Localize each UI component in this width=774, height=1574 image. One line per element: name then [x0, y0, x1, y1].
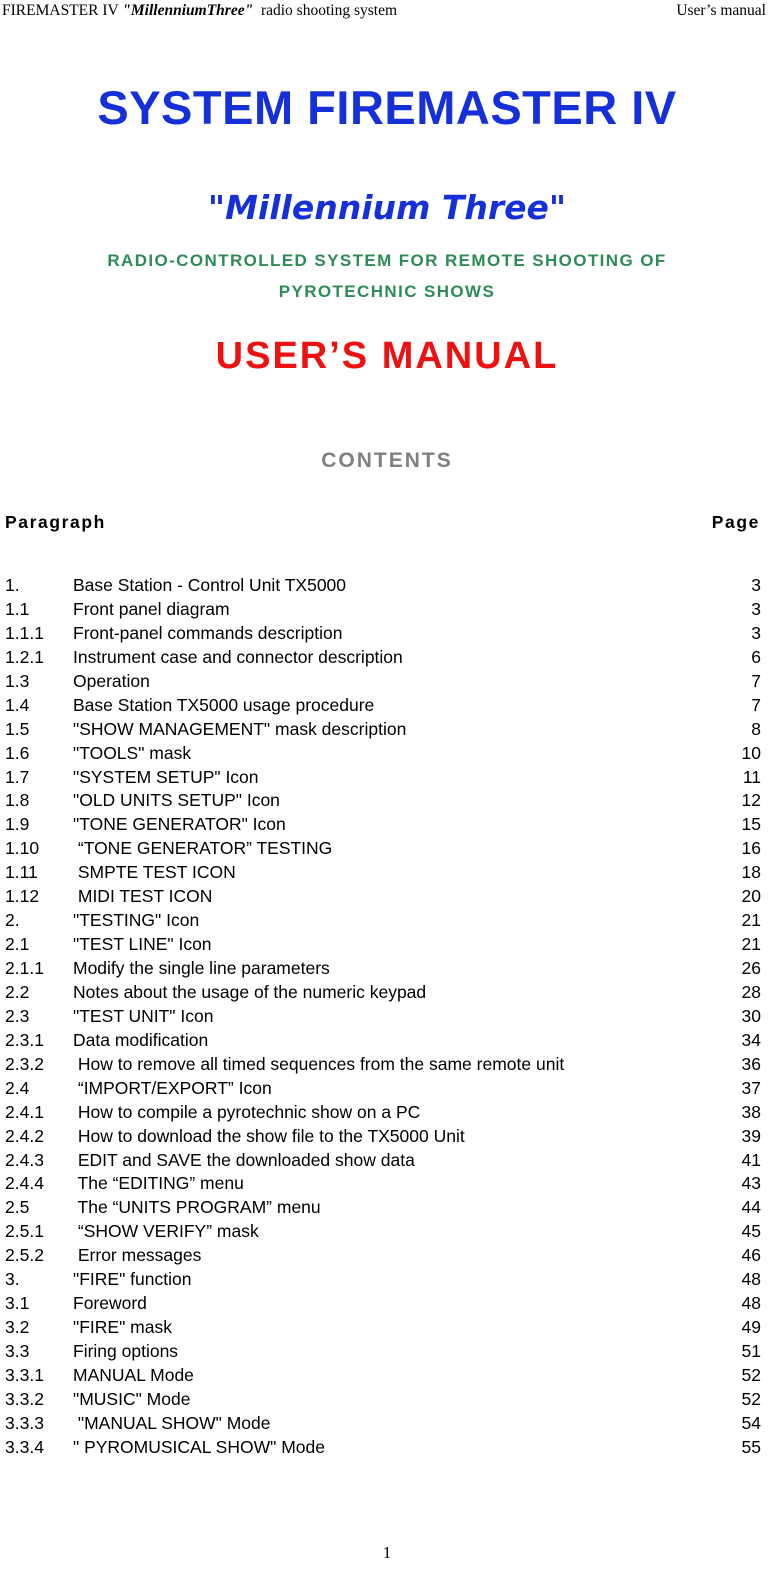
- toc-entry-page: 3: [751, 598, 761, 619]
- toc-entry-page: 41: [741, 1149, 761, 1170]
- toc-entry-number: 2.3.2: [5, 1053, 44, 1074]
- toc-entry: [5, 788, 761, 812]
- toc-entry-title: "SHOW MANAGEMENT" mask description: [73, 718, 407, 739]
- toc-entry-title: "TEST UNIT" Icon: [73, 1005, 214, 1026]
- header-description: radio shooting system: [253, 2, 398, 19]
- toc-entry-page: 38: [741, 1101, 761, 1122]
- toc-entry-title: "OLD UNITS SETUP" Icon: [73, 790, 280, 811]
- toc-entry-page: 43: [741, 1173, 761, 1194]
- toc-entry-page: 51: [741, 1341, 761, 1361]
- toc-entry-page: 26: [741, 958, 761, 978]
- toc-entry-page: 7: [751, 670, 761, 691]
- toc-entry-number: 3.3: [5, 1341, 30, 1361]
- toc-entry-title: Firing options: [73, 1341, 179, 1361]
- toc-entry-page: 39: [741, 1125, 761, 1146]
- toc-entry-number: 2.5: [5, 1197, 30, 1218]
- toc-entry: [5, 1100, 761, 1124]
- toc-entry: [5, 836, 761, 860]
- toc-entry-number: 3.3.4: [5, 1436, 44, 1457]
- toc-entry-title: Instrument case and connector description: [73, 646, 403, 667]
- toc-entry-number: 1.12: [5, 886, 40, 907]
- toc-entry-number: 1.1.1: [5, 622, 44, 643]
- toc-entry: [5, 1387, 761, 1411]
- toc-entry-page: 54: [741, 1412, 761, 1433]
- toc-entry-number: 3.3.1: [5, 1364, 44, 1385]
- toc-entry-title: How to remove all timed sequences from the same remote unit: [73, 1053, 565, 1074]
- toc-entry-page: 55: [741, 1436, 761, 1457]
- toc-entry-number: 1.9: [5, 814, 30, 835]
- toc-entry-page: 48: [741, 1293, 761, 1314]
- toc-entry-page: 18: [741, 862, 761, 883]
- toc-entry-number: 2.1: [5, 934, 30, 955]
- toc-entry-number: 1.4: [5, 694, 30, 715]
- toc-entry-page: 46: [741, 1245, 761, 1266]
- toc-entry-title: "FIRE" mask: [73, 1317, 172, 1338]
- toc-entry-title: How to compile a pyrotechnic show on a PC: [73, 1101, 421, 1122]
- page-number: 1: [382, 1543, 392, 1562]
- toc-entry-title: Base Station TX5000 usage procedure: [73, 694, 375, 715]
- toc-entry-title: The “UNITS PROGRAM” menu: [73, 1197, 321, 1218]
- toc-entry-page: 16: [741, 838, 761, 859]
- toc-entry-number: 2.: [5, 910, 20, 931]
- toc-entry-page: 8: [751, 718, 761, 739]
- tagline-line-2: PYROTECHNIC SHOWS: [278, 282, 496, 301]
- toc-entry-number: 3.1: [5, 1293, 30, 1314]
- toc-entry: [5, 1291, 761, 1315]
- toc-entry-number: 3.3.2: [5, 1388, 44, 1409]
- toc-entry-number: 2.4.3: [5, 1149, 44, 1170]
- toc-entry-number: 3.3.3: [5, 1412, 44, 1433]
- toc-entry-number: 1.10: [5, 838, 40, 859]
- toc-entry-number: 3.: [5, 1269, 20, 1290]
- toc-entry-page: 21: [741, 934, 761, 955]
- toc-entry-number: 1.8: [5, 790, 30, 811]
- toc-entry-number: 2.2: [5, 981, 30, 1002]
- toc-entry: [5, 1028, 761, 1052]
- toc-entry: [5, 908, 761, 932]
- toc-entry-page: 10: [741, 742, 761, 763]
- toc-entry-page: 3: [751, 575, 761, 595]
- toc-entry-title: The “EDITING” menu: [73, 1173, 244, 1194]
- toc-entry-title: SMPTE TEST ICON: [73, 862, 236, 883]
- toc-entry-page: 6: [751, 646, 761, 667]
- toc-entry-number: 2.3.1: [5, 1029, 44, 1050]
- toc-entry-page: 7: [751, 694, 761, 715]
- toc-entry-page: 44: [741, 1197, 761, 1218]
- toc-entry-title: Modify the single line parameters: [73, 958, 330, 978]
- toc-entry: [5, 621, 761, 645]
- toc-entry: [5, 597, 761, 621]
- toc-entry-number: 1.2.1: [5, 646, 44, 667]
- toc-entry-title: "MANUAL SHOW" Mode: [73, 1412, 271, 1433]
- toc-entry-page: 52: [741, 1364, 761, 1385]
- toc-entry-number: 1.: [5, 575, 20, 595]
- column-header-page: Page: [711, 512, 760, 532]
- header-doc-type: User’s manual: [676, 2, 766, 19]
- toc-entry-title: Data modification: [73, 1029, 209, 1050]
- toc-entry-title: EDIT and SAVE the downloaded show data: [73, 1149, 415, 1170]
- toc-entry-number: 2.4.2: [5, 1125, 44, 1146]
- header-model: "MillenniumThree": [122, 2, 254, 19]
- toc-entry: [5, 1339, 761, 1363]
- toc-entry-title: "TOOLS" mask: [73, 742, 192, 763]
- toc-entry-number: 2.4: [5, 1077, 30, 1098]
- toc-entry-title: "TEST LINE" Icon: [73, 934, 212, 955]
- toc-entry: [5, 1435, 761, 1459]
- toc-entry-title: " PYROMUSICAL SHOW" Mode: [73, 1436, 325, 1457]
- toc-entry: [5, 932, 761, 956]
- toc-entry-page: 15: [741, 814, 761, 835]
- toc-entry: [5, 717, 761, 741]
- toc-entry: [5, 693, 761, 717]
- document-tagline: [0, 245, 774, 307]
- toc-entry: [5, 980, 761, 1004]
- toc-entry-number: 1.6: [5, 742, 30, 763]
- toc-entry-title: “SHOW VERIFY” mask: [73, 1221, 259, 1242]
- table-of-contents: [5, 573, 761, 1459]
- document-subtitle: "Millennium Three": [207, 188, 567, 227]
- toc-entry: [5, 1363, 761, 1387]
- toc-entry: [5, 1411, 761, 1435]
- toc-entry: [5, 1052, 761, 1076]
- toc-entry-title: "TONE GENERATOR" Icon: [73, 814, 286, 835]
- header-product: FIREMASTER IV: [2, 2, 123, 19]
- toc-entry-title: MIDI TEST ICON: [73, 886, 213, 907]
- toc-entry-page: 11: [742, 766, 761, 787]
- toc-entry: [5, 956, 761, 980]
- toc-entry: [5, 645, 761, 669]
- toc-entry: [5, 669, 761, 693]
- header-left: [2, 2, 397, 20]
- toc-entry: [5, 1219, 761, 1243]
- toc-entry-title: “TONE GENERATOR” TESTING: [73, 838, 333, 859]
- toc-entry-number: 1.7: [5, 766, 30, 787]
- toc-entry-title: "SYSTEM SETUP" Icon: [73, 766, 259, 787]
- toc-entry-page: 28: [741, 981, 761, 1002]
- toc-entry-page: 21: [741, 910, 761, 931]
- toc-entry-number: 2.5.2: [5, 1245, 44, 1266]
- toc-entry-title: Error messages: [73, 1245, 202, 1266]
- toc-entry-title: Notes about the usage of the numeric keypad: [73, 981, 427, 1002]
- toc-entry-number: 2.5.1: [5, 1221, 44, 1242]
- toc-entry-number: 1.3: [5, 670, 30, 691]
- toc-entry: [5, 573, 761, 597]
- toc-entry-number: 2.1.1: [5, 958, 44, 978]
- toc-entry: [5, 1148, 761, 1172]
- document-title: SYSTEM FIREMASTER IV: [97, 81, 677, 134]
- toc-entry: [5, 1004, 761, 1028]
- toc-entry-page: 37: [741, 1077, 761, 1098]
- contents-heading: CONTENTS: [321, 449, 453, 472]
- toc-entry-title: Foreword: [73, 1293, 147, 1314]
- toc-entry-page: 48: [741, 1269, 761, 1290]
- toc-entry: [5, 860, 761, 884]
- toc-entry-number: 2.4.1: [5, 1101, 44, 1122]
- toc-entry: [5, 1315, 761, 1339]
- toc-entry-number: 2.4.4: [5, 1173, 44, 1194]
- toc-entry-title: MANUAL Mode: [73, 1364, 194, 1385]
- toc-entry-title: Front panel diagram: [73, 598, 230, 619]
- toc-entry-page: 30: [741, 1005, 761, 1026]
- toc-entry-title: Operation: [73, 670, 150, 691]
- toc-entry-page: 34: [741, 1029, 761, 1050]
- toc-entry: [5, 1243, 761, 1267]
- toc-entry: [5, 1076, 761, 1100]
- toc-entry: [5, 1124, 761, 1148]
- toc-entry-title: Base Station - Control Unit TX5000: [73, 575, 347, 595]
- toc-entry: [5, 884, 761, 908]
- toc-entry-title: "FIRE" function: [73, 1269, 192, 1290]
- toc-entry-number: 1.11: [5, 862, 38, 883]
- toc-entry-title: “IMPORT/EXPORT” Icon: [73, 1077, 272, 1098]
- toc-entry-title: Front-panel commands description: [73, 622, 343, 643]
- toc-entry-page: 3: [751, 622, 761, 643]
- toc-entry-page: 49: [741, 1317, 761, 1338]
- toc-entry: [5, 1267, 761, 1291]
- toc-entry: [5, 1171, 761, 1195]
- toc-entry: [5, 741, 761, 765]
- toc-entry: [5, 765, 761, 789]
- toc-entry-number: 2.3: [5, 1005, 30, 1026]
- toc-entry-number: 1.5: [5, 718, 30, 739]
- toc-entry-title: How to download the show file to the TX5000 Unit: [73, 1125, 465, 1146]
- toc-entry-number: 3.2: [5, 1317, 30, 1338]
- toc-entry-page: 20: [741, 886, 761, 907]
- toc-entry: [5, 812, 761, 836]
- toc-entry-number: 1.1: [5, 598, 30, 619]
- toc-entry-title: "MUSIC" Mode: [73, 1388, 191, 1409]
- column-header-paragraph: Paragraph: [5, 512, 106, 532]
- running-header: [2, 2, 770, 24]
- toc-entry-page: 12: [741, 790, 761, 811]
- toc-entry-title: "TESTING" Icon: [73, 910, 200, 931]
- toc-entry-page: 36: [741, 1053, 761, 1074]
- toc-entry-page: 52: [741, 1388, 761, 1409]
- toc-entry-page: 45: [741, 1221, 761, 1242]
- manual-title: USER’S MANUAL: [215, 335, 559, 377]
- tagline-line-1: RADIO-CONTROLLED SYSTEM FOR REMOTE SHOOTING OF: [107, 251, 667, 270]
- toc-entry: [5, 1195, 761, 1219]
